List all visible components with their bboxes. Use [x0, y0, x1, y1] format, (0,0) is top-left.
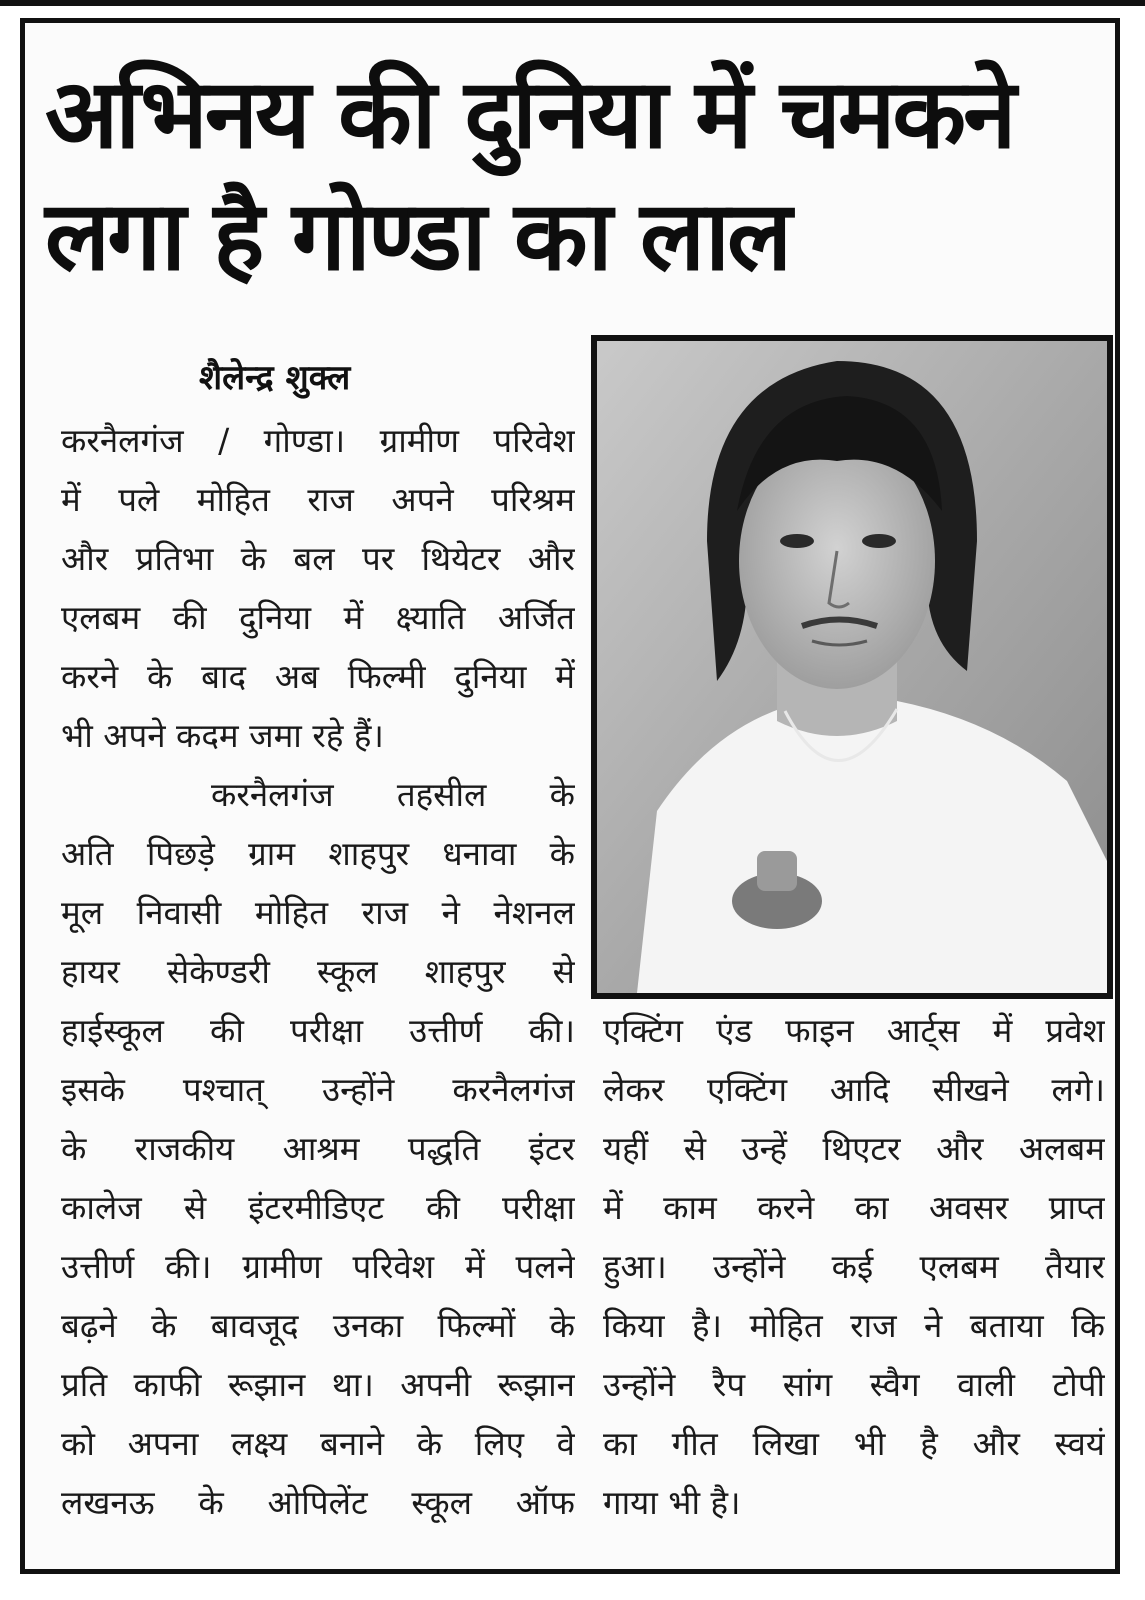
text-line: में पले मोहित राज अपने परिश्रम: [61, 480, 575, 519]
text-line: करनैलगंज / गोण्डा। ग्रामीण परिवेश: [61, 421, 575, 460]
text-line: किया है। मोहित राज ने बताया कि: [603, 1306, 1105, 1345]
text-line: करने के बाद अब फिल्मी दुनिया में: [61, 657, 575, 696]
text-line: मूल निवासी मोहित राज ने नेशनल: [61, 893, 575, 932]
portrait-illustration: [597, 341, 1107, 993]
text-line: करनैलगंज तहसील के: [211, 775, 575, 814]
text-line: एक्टिंग एंड फाइन आर्ट्स में प्रवेश: [603, 1011, 1105, 1050]
text-line: भी अपने कदम जमा रहे हैं।: [61, 716, 384, 755]
portrait-photo: [591, 335, 1113, 999]
byline: शैलेन्द्र शुक्ल: [199, 358, 351, 398]
text-line: लेकर एक्टिंग आदि सीखने लगे।: [603, 1070, 1105, 1109]
text-line: और प्रतिभा के बल पर थियेटर और: [61, 539, 575, 578]
text-line: प्रति काफी रूझान था। अपनी रूझान: [61, 1365, 575, 1404]
text-line: के राजकीय आश्रम पद्धति इंटर: [61, 1129, 575, 1168]
top-rule: [0, 0, 1145, 6]
article-column-left: [61, 411, 575, 1532]
article-headline: [45, 53, 1125, 297]
article-frame: [20, 18, 1120, 1574]
text-line: इसके पश्चात् उन्होंने करनैलगंज: [61, 1070, 575, 1109]
article-column-right: [603, 1001, 1105, 1532]
text-line: यहीं से उन्हें थिएटर और अलबम: [603, 1129, 1105, 1168]
text-line: हायर सेकेण्डरी स्कूल शाहपुर से: [61, 952, 575, 991]
text-line: का गीत लिखा भी है और स्वयं: [603, 1424, 1105, 1463]
headline-line-1: अभिनय की दुनिया में चमकने: [45, 58, 1014, 170]
text-line: गाया भी है।: [603, 1483, 741, 1522]
text-line: हुआ। उन्होंने कई एलबम तैयार: [603, 1247, 1105, 1286]
text-line: में काम करने का अवसर प्राप्त: [603, 1188, 1105, 1227]
text-line: उन्होंने रैप सांग स्वैग वाली टोपी: [603, 1365, 1105, 1404]
text-line: एलबम की दुनिया में क्ष्याति अर्जित: [61, 598, 575, 637]
text-line: बढ़ने के बावजूद उनका फिल्मों के: [61, 1306, 575, 1345]
text-line: उत्तीर्ण की। ग्रामीण परिवेश में पलने: [61, 1247, 575, 1286]
text-line: लखनऊ के ओपिलेंट स्कूल ऑफ: [61, 1483, 575, 1522]
text-line: कालेज से इंटरमीडिएट की परीक्षा: [61, 1188, 575, 1227]
headline-line-2: लगा है गोण्डा का लाल: [45, 180, 790, 292]
text-line: हाईस्कूल की परीक्षा उत्तीर्ण की।: [61, 1011, 575, 1050]
text-line: को अपना लक्ष्य बनाने के लिए वे: [61, 1424, 575, 1463]
text-line: अति पिछड़े ग्राम शाहपुर धनावा के: [61, 834, 575, 873]
